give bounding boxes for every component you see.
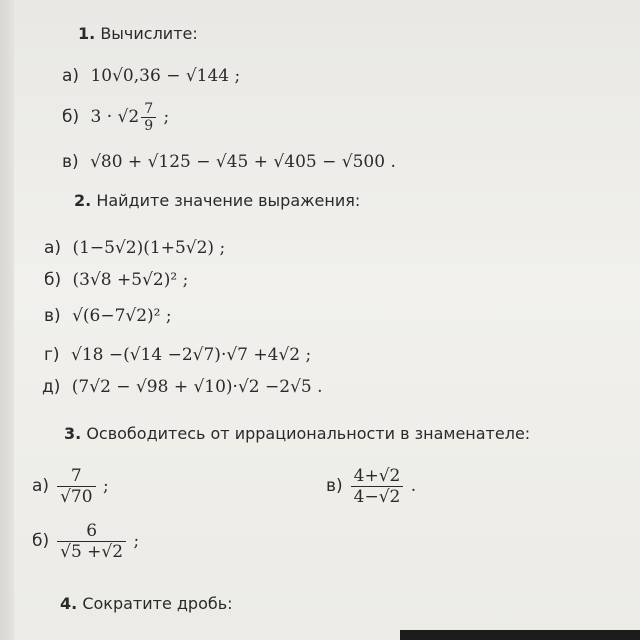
task3-a-label: а)	[32, 476, 50, 496]
task3-b-fraction	[57, 521, 126, 562]
dark-background-corner	[400, 630, 640, 640]
task2-a-label: а)	[44, 238, 62, 258]
task2-number: 2.	[74, 191, 92, 210]
task3-item-b	[32, 521, 139, 562]
task1-number: 1.	[78, 24, 96, 43]
task2-d-expression: (7√2 − √98 + √10)·√2 −2√5 .	[71, 377, 323, 397]
task2-title: Найдите значение выражения:	[96, 191, 361, 210]
task3-b-denominator: √5 +√2	[60, 542, 124, 562]
task3-number: 3.	[64, 424, 82, 443]
task3-v-denominator: 4−√2	[353, 487, 401, 507]
task2-a-expression: (1−5√2)(1+5√2) ;	[72, 238, 226, 258]
task1-a-expression: 10√0,36 − √144 ;	[90, 66, 241, 86]
task2-b-label: б)	[44, 270, 62, 290]
task1-b-expression-pre: 3 · √2	[90, 107, 140, 127]
task3-v-post: .	[410, 476, 417, 496]
task1-header	[78, 24, 198, 43]
task1-item-a	[62, 66, 240, 86]
task1-b-label: б)	[62, 107, 80, 127]
task2-b-expression: (3√8 +5√2)² ;	[72, 270, 189, 290]
page-edge	[0, 0, 14, 640]
task2-d-label: д)	[42, 377, 61, 397]
task1-b-expression-post: ;	[163, 107, 170, 127]
task1-title: Вычислите:	[100, 24, 198, 43]
task2-v-expression: √(6−7√2)² ;	[72, 306, 172, 326]
task1-item-v	[62, 152, 396, 172]
task2-item-b	[44, 270, 188, 290]
task2-item-a	[44, 238, 225, 258]
task3-b-label: б)	[32, 531, 50, 551]
task1-b-numerator: 7	[141, 101, 156, 118]
task4-number: 4.	[60, 594, 78, 613]
task4-header	[60, 594, 233, 613]
task4-title: Сократите дробь:	[82, 594, 233, 613]
task3-a-post: ;	[102, 476, 109, 496]
task2-header	[74, 191, 360, 210]
task3-v-numerator: 4+√2	[351, 466, 404, 487]
task3-a-denominator: √70	[60, 487, 93, 507]
task3-b-post: ;	[133, 531, 140, 551]
task2-item-d	[42, 377, 323, 397]
task1-b-denominator: 9	[144, 118, 154, 134]
task2-item-v	[44, 306, 172, 326]
task2-g-expression: √18 −(√14 −2√7)·√7 +4√2 ;	[70, 345, 312, 365]
task3-item-a	[32, 466, 109, 507]
task3-a-numerator: 7	[57, 466, 95, 487]
task3-v-fraction	[351, 466, 404, 507]
task1-a-label: а)	[62, 66, 80, 86]
task3-v-label: в)	[326, 476, 343, 496]
task2-g-label: г)	[44, 345, 60, 365]
task1-v-label: в)	[62, 152, 79, 172]
task3-a-fraction	[57, 466, 95, 507]
task2-item-g	[44, 345, 311, 365]
task3-header	[64, 424, 530, 443]
task2-v-label: в)	[44, 306, 61, 326]
task1-item-b	[62, 101, 169, 134]
task3-item-v	[326, 466, 416, 507]
task3-b-numerator: 6	[57, 521, 126, 542]
task1-v-expression: √80 + √125 − √45 + √405 − √500 .	[90, 152, 396, 172]
task1-b-fraction	[141, 101, 156, 134]
task3-title: Освободитесь от иррациональности в знаменателе:	[86, 424, 531, 443]
